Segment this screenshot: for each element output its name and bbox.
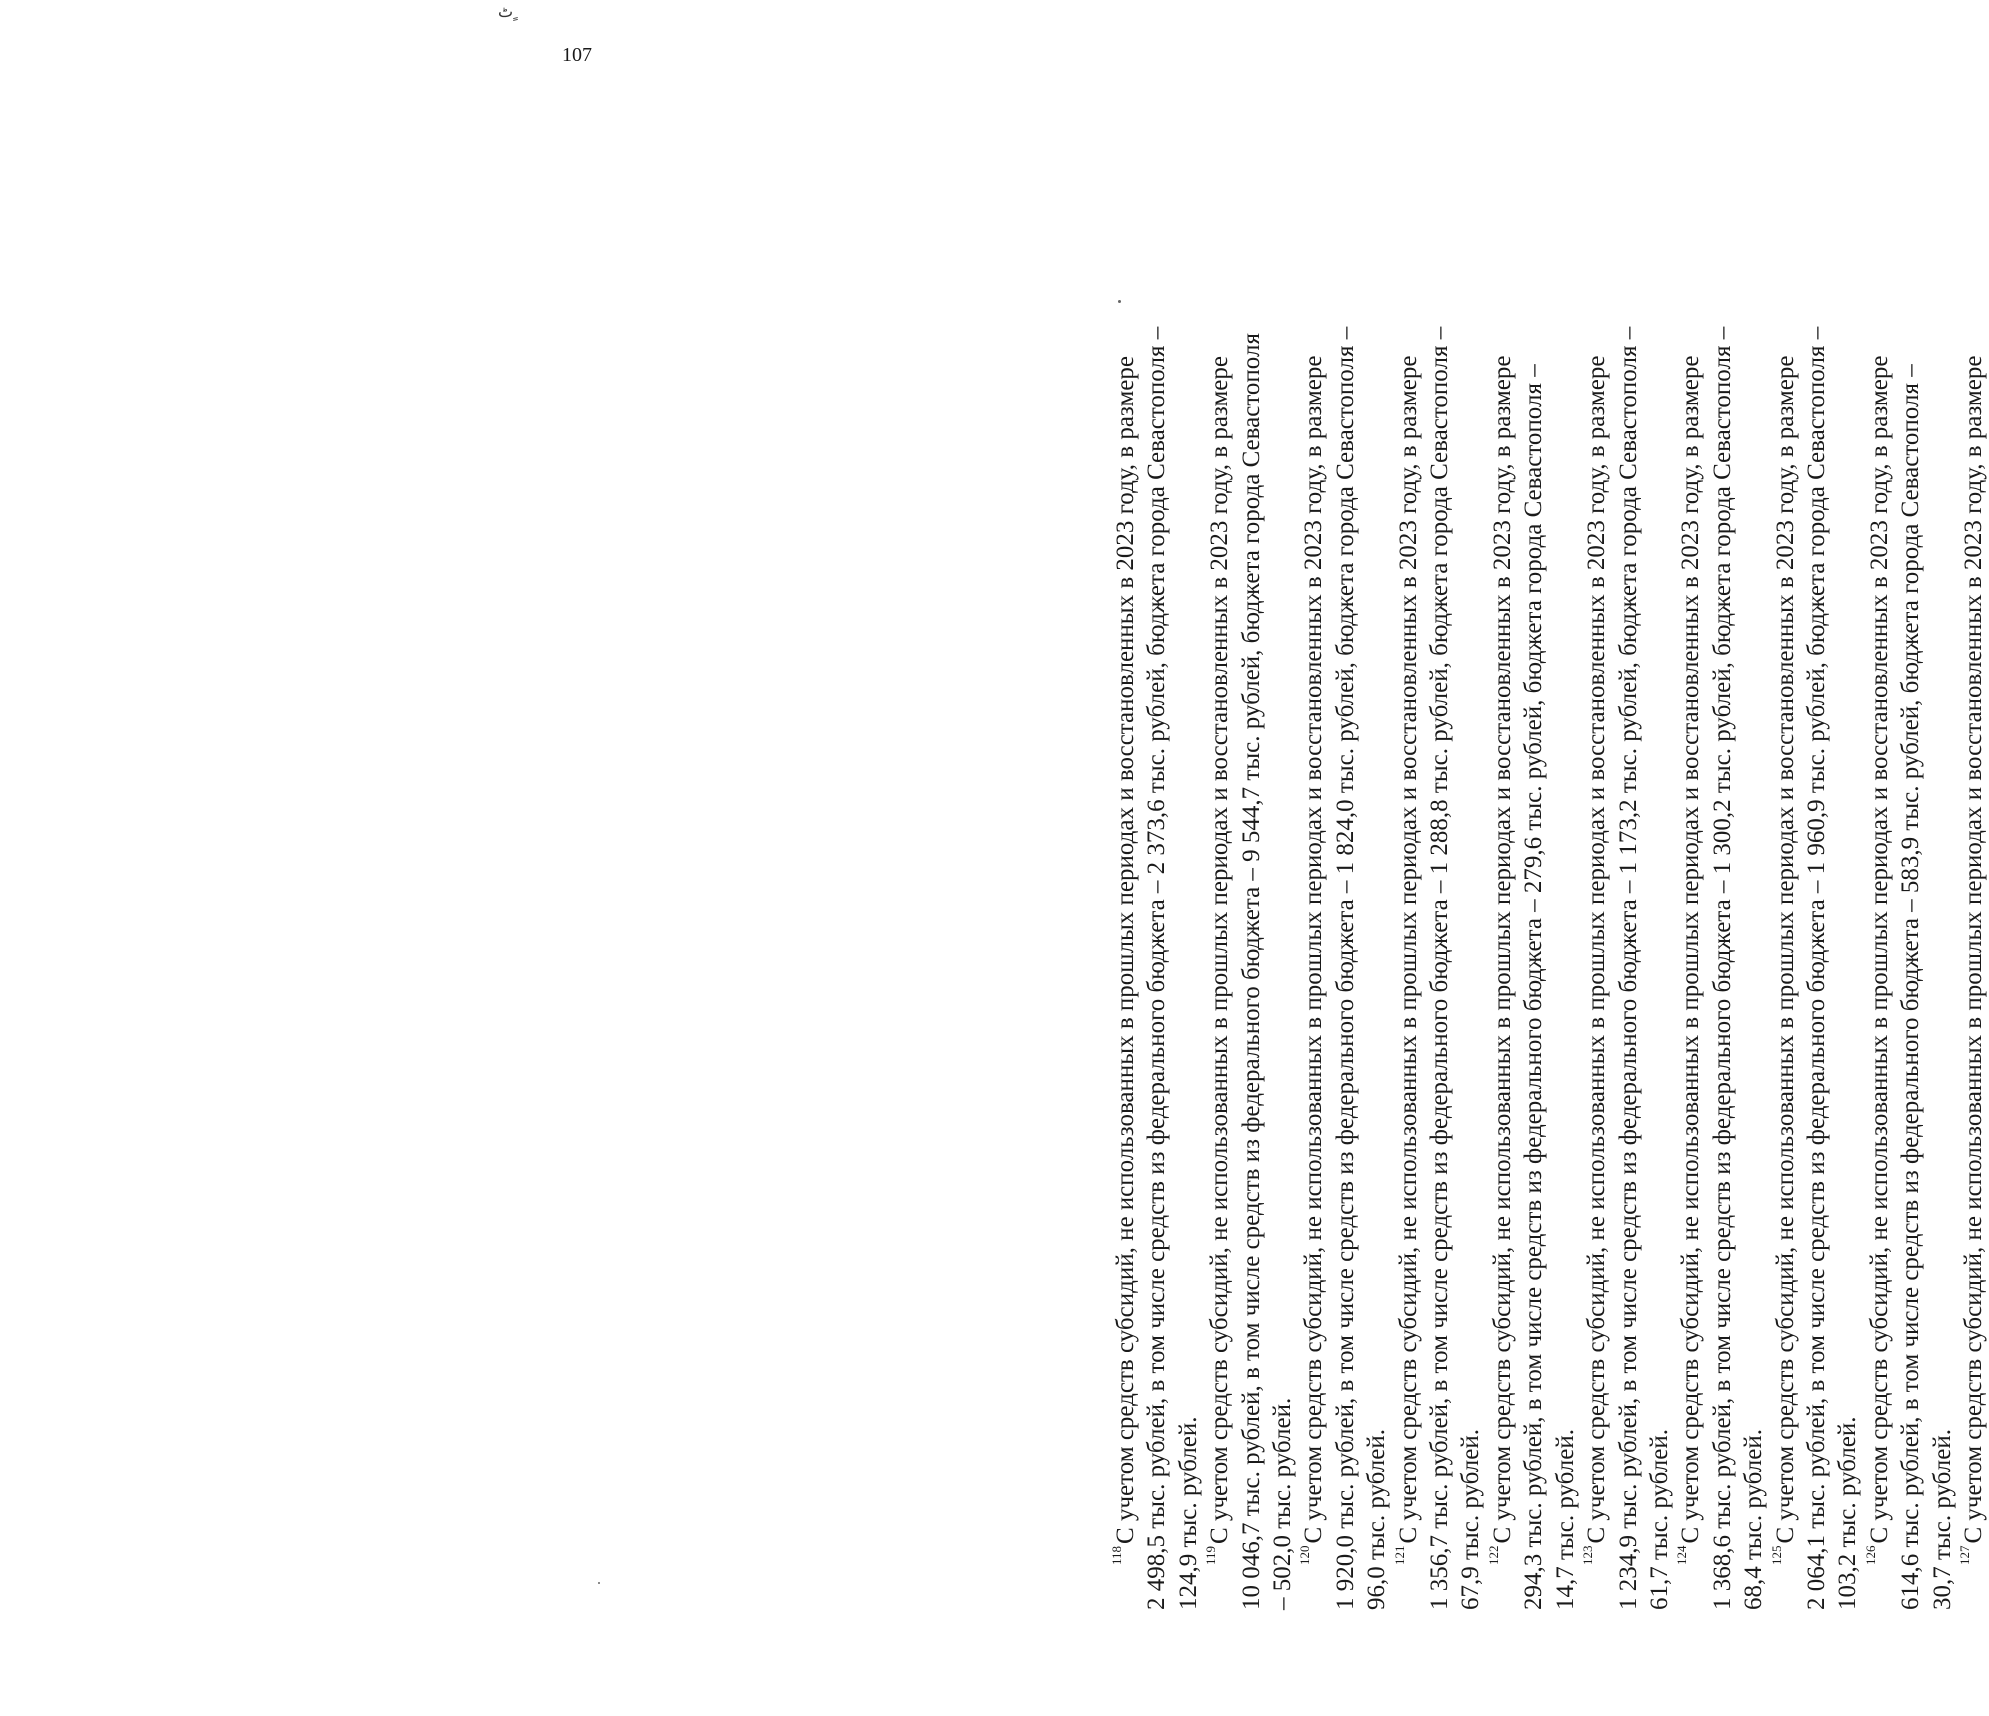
footnote-line <box>1487 80 1518 1610</box>
footnote-line <box>1707 80 1738 1610</box>
footnote-text: 14,7 тыс. рублей. <box>1551 1429 1579 1610</box>
footnote-text: 1 920,0 тыс. рублей, в том числе средств из федерального бюджета – 1 824,0 тыс. рублей, бюджета города Севастополя – <box>1331 326 1359 1610</box>
footnote-line <box>1173 80 1204 1610</box>
footnote-line <box>1895 80 1926 1610</box>
footnote <box>1958 80 1989 1610</box>
footnote-text: 96,0 тыс. рублей. <box>1363 1429 1391 1610</box>
footnote-line <box>1864 80 1895 1610</box>
footnote-text: 1 356,7 тыс. рублей, в том числе средств из федерального бюджета – 1 288,8 тыс. рублей, бюджета города Севастополя – <box>1426 326 1454 1610</box>
footnote-text: С учетом средств субсидий, не использованных в прошлых периодах и восстановленных в 2023 году, в размере <box>1771 355 1799 1544</box>
footnote-number: 126 <box>1862 1545 1878 1565</box>
footnote-line <box>1204 80 1235 1610</box>
footnote-line <box>1550 80 1581 1610</box>
footnote-text: С учетом средств субсидий, не использованных в прошлых периодах и восстановленных в 2023 году, в размере <box>1677 355 1705 1544</box>
footnote-number: 121 <box>1391 1545 1407 1565</box>
footnote-number: 125 <box>1768 1545 1784 1565</box>
footnote-text: С учетом средств субсидий, не использованных в прошлых периодах и восстановленных в 2023 году, в размере <box>1488 355 1516 1544</box>
footnote-text: 1 368,6 тыс. рублей, в том числе средств из федерального бюджета – 1 300,2 тыс. рублей, бюджета города Севастополя – <box>1708 326 1736 1610</box>
scan-artifact: ٹ ٍ <box>498 4 518 21</box>
footnote <box>1581 80 1675 1610</box>
footnote-text: С учетом средств субсидий, не использованных в прошлых периодах и восстановленных в 2023 году, в размере <box>1394 355 1422 1544</box>
footnote <box>1675 80 1769 1610</box>
footnote-line <box>1455 80 1486 1610</box>
scan-speck <box>1118 300 1121 303</box>
footnote-number: 118 <box>1109 1545 1124 1565</box>
footnote-number: 124 <box>1674 1545 1690 1565</box>
footnote-text: С учетом средств субсидий, не использованных в прошлых периодах и восстановленных в 2023 году, в размере <box>1583 355 1611 1544</box>
footnote-text: 67,9 тыс. рублей. <box>1457 1429 1485 1610</box>
footnote-line <box>1518 80 1549 1610</box>
footnote <box>1204 80 1298 1610</box>
footnote-number: 120 <box>1297 1545 1313 1565</box>
footnote-number: 127 <box>1956 1545 1972 1565</box>
footnote-line <box>1801 80 1832 1610</box>
footnote-text: 2 064,1 тыс. рублей, в том числе средств из федерального бюджета – 1 960,9 тыс. рублей, бюджета города Севастополя – <box>1802 326 1830 1610</box>
footnote-number: 123 <box>1580 1545 1596 1565</box>
footnote-line <box>1770 80 1801 1610</box>
footnote-line <box>1267 80 1298 1610</box>
scan-speck <box>598 1582 600 1584</box>
footnote-line <box>1675 80 1706 1610</box>
footnote-text: С учетом средств субсидий, не использованных в прошлых периодах и восстановленных в 2023 году, в размере <box>1865 355 1893 1544</box>
footnote-text: – 502,0 тыс. рублей. <box>1269 1397 1297 1610</box>
footnote-text: 1 234,9 тыс. рублей, в том числе средств из федерального бюджета – 1 173,2 тыс. рублей, бюджета города Севастополя – <box>1614 326 1642 1610</box>
footnote-line <box>1393 80 1424 1610</box>
footnote-line <box>1644 80 1675 1610</box>
footnote-line <box>1236 80 1267 1610</box>
footnote-text: 61,7 тыс. рублей. <box>1645 1429 1673 1610</box>
footnote-line <box>1330 80 1361 1610</box>
footnote-line <box>1361 80 1392 1610</box>
footnote-text: 614,6 тыс. рублей, в том числе средств из федерального бюджета – 583,9 тыс. рублей, бюджета города Севастополя – <box>1897 364 1925 1610</box>
footnote-text: 294,3 тыс. рублей, в том числе средств из федерального бюджета – 279,6 тыс. рублей, бюджета города Севастополя – <box>1520 364 1548 1610</box>
footnote-number: 119 <box>1203 1545 1219 1565</box>
footnote-line <box>1141 80 1172 1610</box>
footnote-text: 2 498,5 тыс. рублей, в том числе средств из федерального бюджета – 2 373,6 тыс. рублей, бюджета города Севастополя – <box>1143 326 1171 1610</box>
footnote-line <box>1927 80 1958 1610</box>
footnotes-block <box>1110 80 1989 1610</box>
footnote-line <box>1424 80 1455 1610</box>
footnote <box>1864 80 1958 1610</box>
footnote-number: 122 <box>1485 1545 1501 1565</box>
footnote-line <box>1613 80 1644 1610</box>
footnote-line <box>1958 80 1989 1610</box>
footnote <box>1393 80 1487 1610</box>
footnote-line <box>1738 80 1769 1610</box>
page-number: 107 <box>562 44 592 66</box>
footnote-text: 124,9 тыс. рублей. <box>1174 1416 1202 1610</box>
footnote <box>1487 80 1581 1610</box>
footnote-line <box>1298 80 1329 1610</box>
footnote-line <box>1110 80 1141 1610</box>
footnote-text: С учетом средств субсидий, не использованных в прошлых периодах и восстановленных в 2023 году, в размере <box>1206 356 1234 1544</box>
footnote-line <box>1581 80 1612 1610</box>
footnote <box>1110 80 1204 1610</box>
footnote-text: 30,7 тыс. рублей. <box>1928 1429 1956 1610</box>
footnote <box>1298 80 1392 1610</box>
footnote-text: С учетом средств субсидий, не использованных в прошлых периодах и восстановленных в 2023 году, в размере <box>1112 356 1139 1544</box>
footnote-text: 10 046,7 тыс. рублей, в том числе средств из федерального бюджета – 9 544,7 тыс. рублей, бюджета города Севастополя <box>1237 333 1265 1610</box>
footnote-line <box>1832 80 1863 1610</box>
footnote-text: С учетом средств субсидий, не использованных в прошлых периодах и восстановленных в 2023 году, в размере <box>1959 355 1987 1544</box>
footnote-text: 103,2 тыс. рублей. <box>1834 1416 1862 1610</box>
footnote-text: 68,4 тыс. рублей. <box>1740 1429 1768 1610</box>
footnote <box>1770 80 1864 1610</box>
footnote-text: С учетом средств субсидий, не использованных в прошлых периодах и восстановленных в 2023 году, в размере <box>1300 355 1328 1544</box>
